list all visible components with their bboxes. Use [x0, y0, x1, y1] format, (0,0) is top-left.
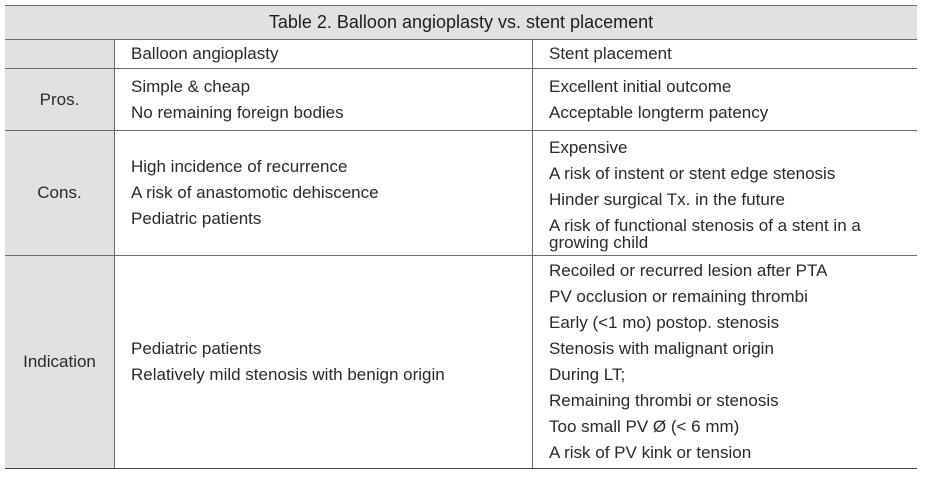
list-item: Relatively mild stenosis with benign origin [131, 365, 445, 384]
pros-stent-cell [533, 69, 917, 130]
header-stent-placement: Stent placement [549, 44, 672, 63]
list-item: Expensive [549, 138, 628, 157]
indication-balloon-cell [115, 256, 533, 468]
list-item: Simple & cheap [131, 76, 251, 96]
list-item: Excellent initial outcome [549, 76, 732, 96]
comparison-table [5, 5, 917, 469]
list-item: A risk of instent or stent edge stenosis [549, 164, 836, 183]
header-balloon-angioplasty: Balloon angioplasty [115, 40, 533, 68]
list-item: Hinder surgical Tx. in the future [549, 190, 785, 209]
list-item: Acceptable longterm patency [549, 102, 769, 122]
list-item: Pediatric patients [131, 339, 262, 358]
indication-stent-cell [533, 256, 917, 468]
table-header-row [5, 40, 917, 69]
list-item: A risk of anastomotic dehiscence [131, 183, 379, 202]
list-item: PV occlusion or remaining thrombi [549, 287, 808, 306]
list-item: Too small PV Ø (< 6 mm) [549, 417, 740, 436]
list-item: A risk of PV kink or tension [549, 443, 752, 462]
table-row-indication [5, 256, 917, 469]
list-item: A risk of functional stenosis of a stent in a growing child [549, 216, 861, 252]
table-row-pros [5, 69, 917, 131]
list-item: Recoiled or recurred lesion after PTA [549, 261, 828, 280]
header-empty-cell [5, 40, 115, 68]
list-item: Early (<1 mo) postop. stenosis [549, 313, 780, 332]
table-row-cons [5, 131, 917, 256]
row-label-cons: Cons. [5, 131, 115, 255]
cons-balloon-cell [115, 131, 533, 255]
row-label-indication: Indication [5, 256, 115, 468]
list-item: Pediatric patients [131, 209, 262, 228]
list-item: No remaining foreign bodies [131, 102, 344, 122]
list-item: Stenosis with malignant origin [549, 339, 774, 358]
table-title: Table 2. Balloon angioplasty vs. stent placement [5, 5, 917, 40]
row-label-pros: Pros. [5, 69, 115, 130]
list-item: Remaining thrombi or stenosis [549, 391, 779, 410]
list-item: During LT; [549, 365, 626, 384]
list-item: High incidence of recurrence [131, 157, 348, 176]
pros-balloon-cell [115, 69, 533, 130]
cons-stent-cell [533, 131, 917, 255]
